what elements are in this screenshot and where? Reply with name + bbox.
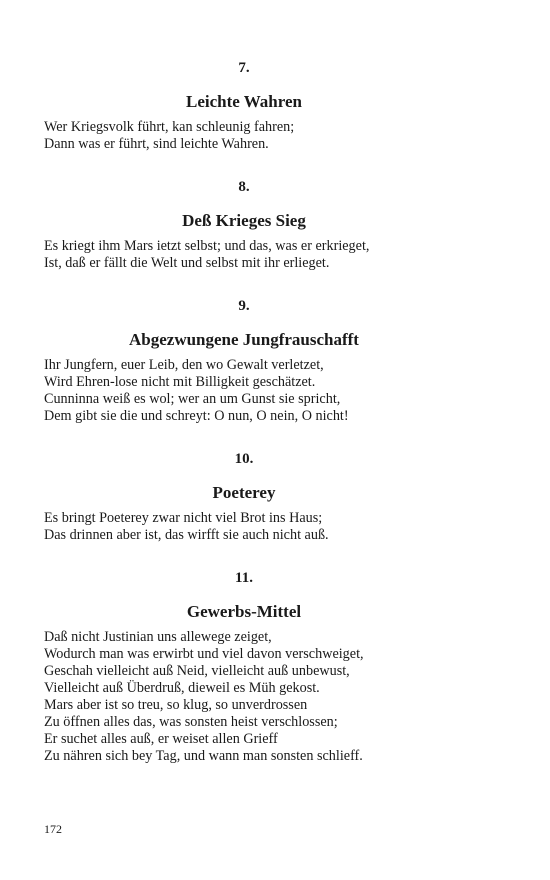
poem-number: 10. [234,451,254,467]
poem-line: Zu öffnen alles das, was sonsten heist verschlossen; [44,714,338,730]
poem-title: Deß Krieges Sieg [182,211,306,230]
poem-lines [44,357,444,425]
poem-lines [44,119,444,153]
poem-7 [44,58,444,177]
poem-line: Dann was er führt, sind leichte Wahren. [44,136,269,152]
poem-10 [44,449,444,568]
poem-line: Wird Ehren-lose nicht mit Billigkeit geschätzet. [44,374,316,390]
poem-line: Es kriegt ihm Mars ietzt selbst; und das, was er erkrieget, [44,238,370,254]
poem-line: Wodurch man was erwirbt und viel davon verschweiget, [44,646,364,662]
poem-lines [44,510,444,544]
poem-line: Es bringt Poeterey zwar nicht viel Brot ins Haus; [44,510,323,526]
poem-line: Daß nicht Justinian uns allewege zeiget, [44,629,272,645]
poem-number: 7. [238,60,250,76]
poem-lines [44,238,444,272]
poem-number: 11. [235,570,253,586]
poem-line: Mars aber ist so treu, so klug, so unverdrossen [44,697,308,713]
poem-lines [44,629,444,765]
poem-line: Cunninna weiß es wol; wer an um Gunst sie spricht, [44,391,341,407]
poem-title: Gewerbs-Mittel [186,602,302,621]
poem-9 [44,296,444,449]
poem-title: Poeterey [212,483,276,502]
poem-line: Das drinnen aber ist, das wirfft sie auch nicht auß. [44,527,329,543]
poem-number: 8. [238,179,250,195]
poem-line: Dem gibt sie die und schreyt: O nun, O nein, O nicht! [44,408,349,424]
poem-title: Leichte Wahren [185,92,302,111]
poem-11 [44,568,444,765]
poem-line: Ihr Jungfern, euer Leib, den wo Gewalt verletzet, [44,357,324,373]
poem-line: Vielleicht auß Überdruß, dieweil es Müh gekost. [44,680,320,696]
poem-line: Wer Kriegsvolk führt, kan schleunig fahren; [44,119,295,135]
page-number: 172 [44,822,62,836]
poem-line: Ist, daß er fällt die Welt und selbst mit ihr erlieget. [44,255,330,271]
poem-line: Geschah vielleicht auß Neid, vielleicht auß unbewust, [44,663,350,679]
poem-number: 9. [238,298,250,314]
poem-8 [44,177,444,296]
poem-line: Er suchet alles auß, er weiset allen Grieff [44,731,278,747]
page-body [44,58,444,765]
poem-title: Abgezwungene Jungfrauschafft [129,330,359,349]
poem-line: Zu nähren sich bey Tag, und wann man sonsten schlieff. [44,748,363,764]
